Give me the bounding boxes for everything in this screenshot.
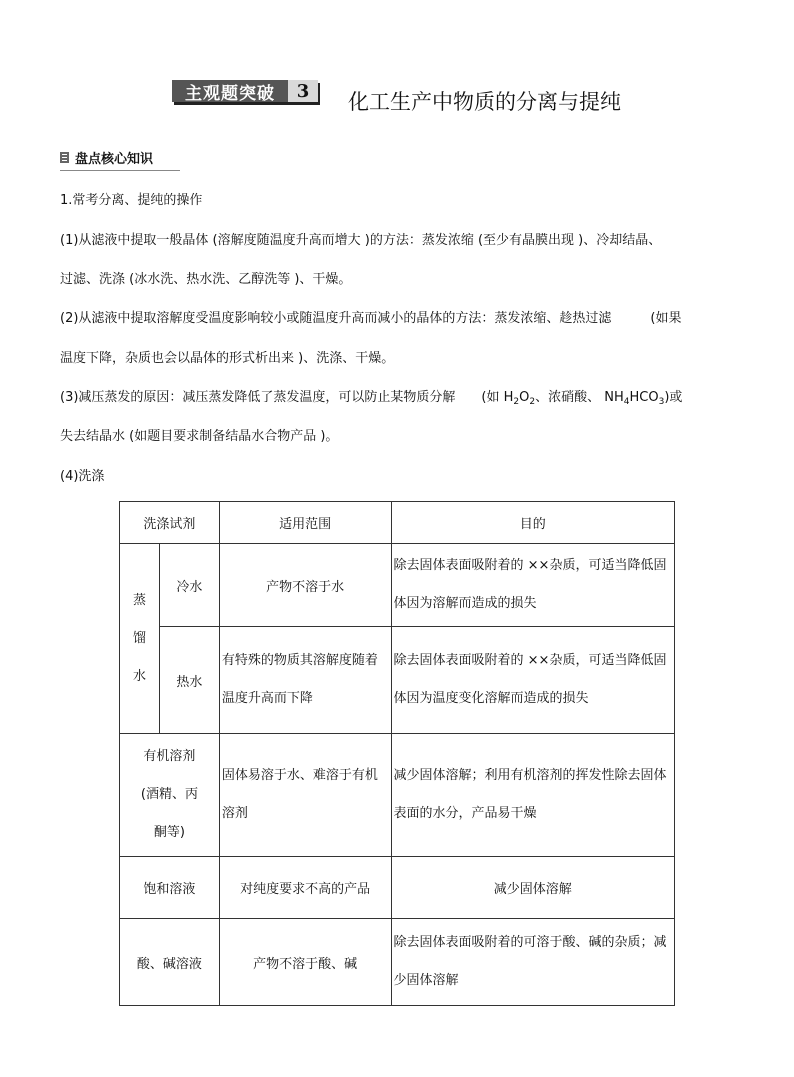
page-title: 化工生产中物质的分离与提纯	[348, 90, 621, 114]
topic-badge	[172, 80, 318, 102]
document-icon	[60, 152, 69, 163]
cell-reagent: 冷水	[159, 544, 219, 627]
cell-reagent: 有机溶剂 (酒精、丙 酮等)	[120, 734, 220, 857]
table-row	[120, 627, 675, 734]
paragraph-1-line-2: 过滤、洗涤 (冰水洗、热水洗、乙醇洗等 )、干燥。	[60, 272, 352, 287]
paragraph-3-text-d: HCO	[629, 390, 659, 405]
badge-number: 3	[288, 80, 318, 102]
distilled-water-label	[120, 544, 160, 734]
cell-purpose: 除去固体表面吸附着的 ××杂质，可适当降低固体因为温度变化溶解而造成的损失	[391, 627, 674, 734]
cell-scope: 产物不溶于水	[219, 544, 391, 627]
cell-scope: 产物不溶于酸、碱	[219, 919, 391, 1006]
table-row	[120, 734, 675, 857]
washing-table	[119, 501, 675, 1006]
section-heading	[60, 148, 180, 171]
cell-reagent: 饱和溶液	[120, 857, 220, 919]
header-scope: 适用范围	[219, 502, 391, 544]
cell-reagent: 热水	[159, 627, 219, 734]
badge-label: 主观题突破	[172, 80, 288, 102]
table-row	[120, 919, 675, 1006]
cell-scope: 对纯度要求不高的产品	[219, 857, 391, 919]
subscript: 2	[513, 397, 520, 407]
cell-reagent: 酸、碱溶液	[120, 919, 220, 1006]
paragraph-1-line-1: (1)从滤液中提取一般晶体 (溶解度随温度升高而增大 )的方法：蒸发浓缩 (至少有晶膜出现 )、冷却结晶、	[60, 233, 662, 248]
subscript: 3	[658, 397, 665, 407]
cell-purpose: 减少固体溶解	[391, 857, 674, 919]
subscript: 2	[529, 397, 536, 407]
paragraph-3-text-c: 、浓硝酸、 NH	[535, 390, 624, 405]
header-purpose: 目的	[391, 502, 674, 544]
header-reagent: 洗涤试剂	[120, 502, 220, 544]
paragraph-3-text-e: )或	[664, 390, 683, 405]
paragraph-2-line-1: (2)从滤液中提取溶解度受温度影响较小或随温度升高而减小的晶体的方法：蒸发浓缩、趁热过滤 (如果	[60, 311, 682, 326]
paragraph-3-text-b: O	[519, 390, 530, 405]
table-row	[120, 857, 675, 919]
cell-purpose: 除去固体表面吸附着的 ××杂质，可适当降低固体因为溶解而造成的损失	[391, 544, 674, 627]
paragraph-wash-heading: (4)洗涤	[60, 469, 105, 484]
paragraph-intro: 1.常考分离、提纯的操作	[60, 193, 203, 208]
table-row	[120, 544, 675, 627]
cell-purpose: 减少固体溶解；利用有机溶剂的挥发性除去固体表面的水分，产品易干燥	[391, 734, 674, 857]
cell-purpose: 除去固体表面吸附着的可溶于酸、碱的杂质；减少固体溶解	[391, 919, 674, 1006]
distilled-water-text: 蒸 馏 水	[132, 592, 146, 684]
section-heading-text: 盘点核心知识	[75, 152, 154, 167]
subscript: 4	[623, 397, 630, 407]
paragraph-3-text-a: (3)减压蒸发的原因：减压蒸发降低了蒸发温度，可以防止某物质分解 (如 H	[60, 390, 514, 405]
paragraph-2-line-2: 温度下降，杂质也会以晶体的形式析出来 )、洗涤、干燥。	[60, 351, 395, 366]
cell-scope: 有特殊的物质其溶解度随着温度升高而下降	[219, 627, 391, 734]
cell-scope: 固体易溶于水、难溶于有机溶剂	[219, 734, 391, 857]
paragraph-3-line-2: 失去结晶水 (如题目要求制备结晶水合物产品 )。	[60, 429, 339, 444]
table-header-row	[120, 502, 675, 544]
paragraph-3-line-1	[60, 388, 730, 412]
